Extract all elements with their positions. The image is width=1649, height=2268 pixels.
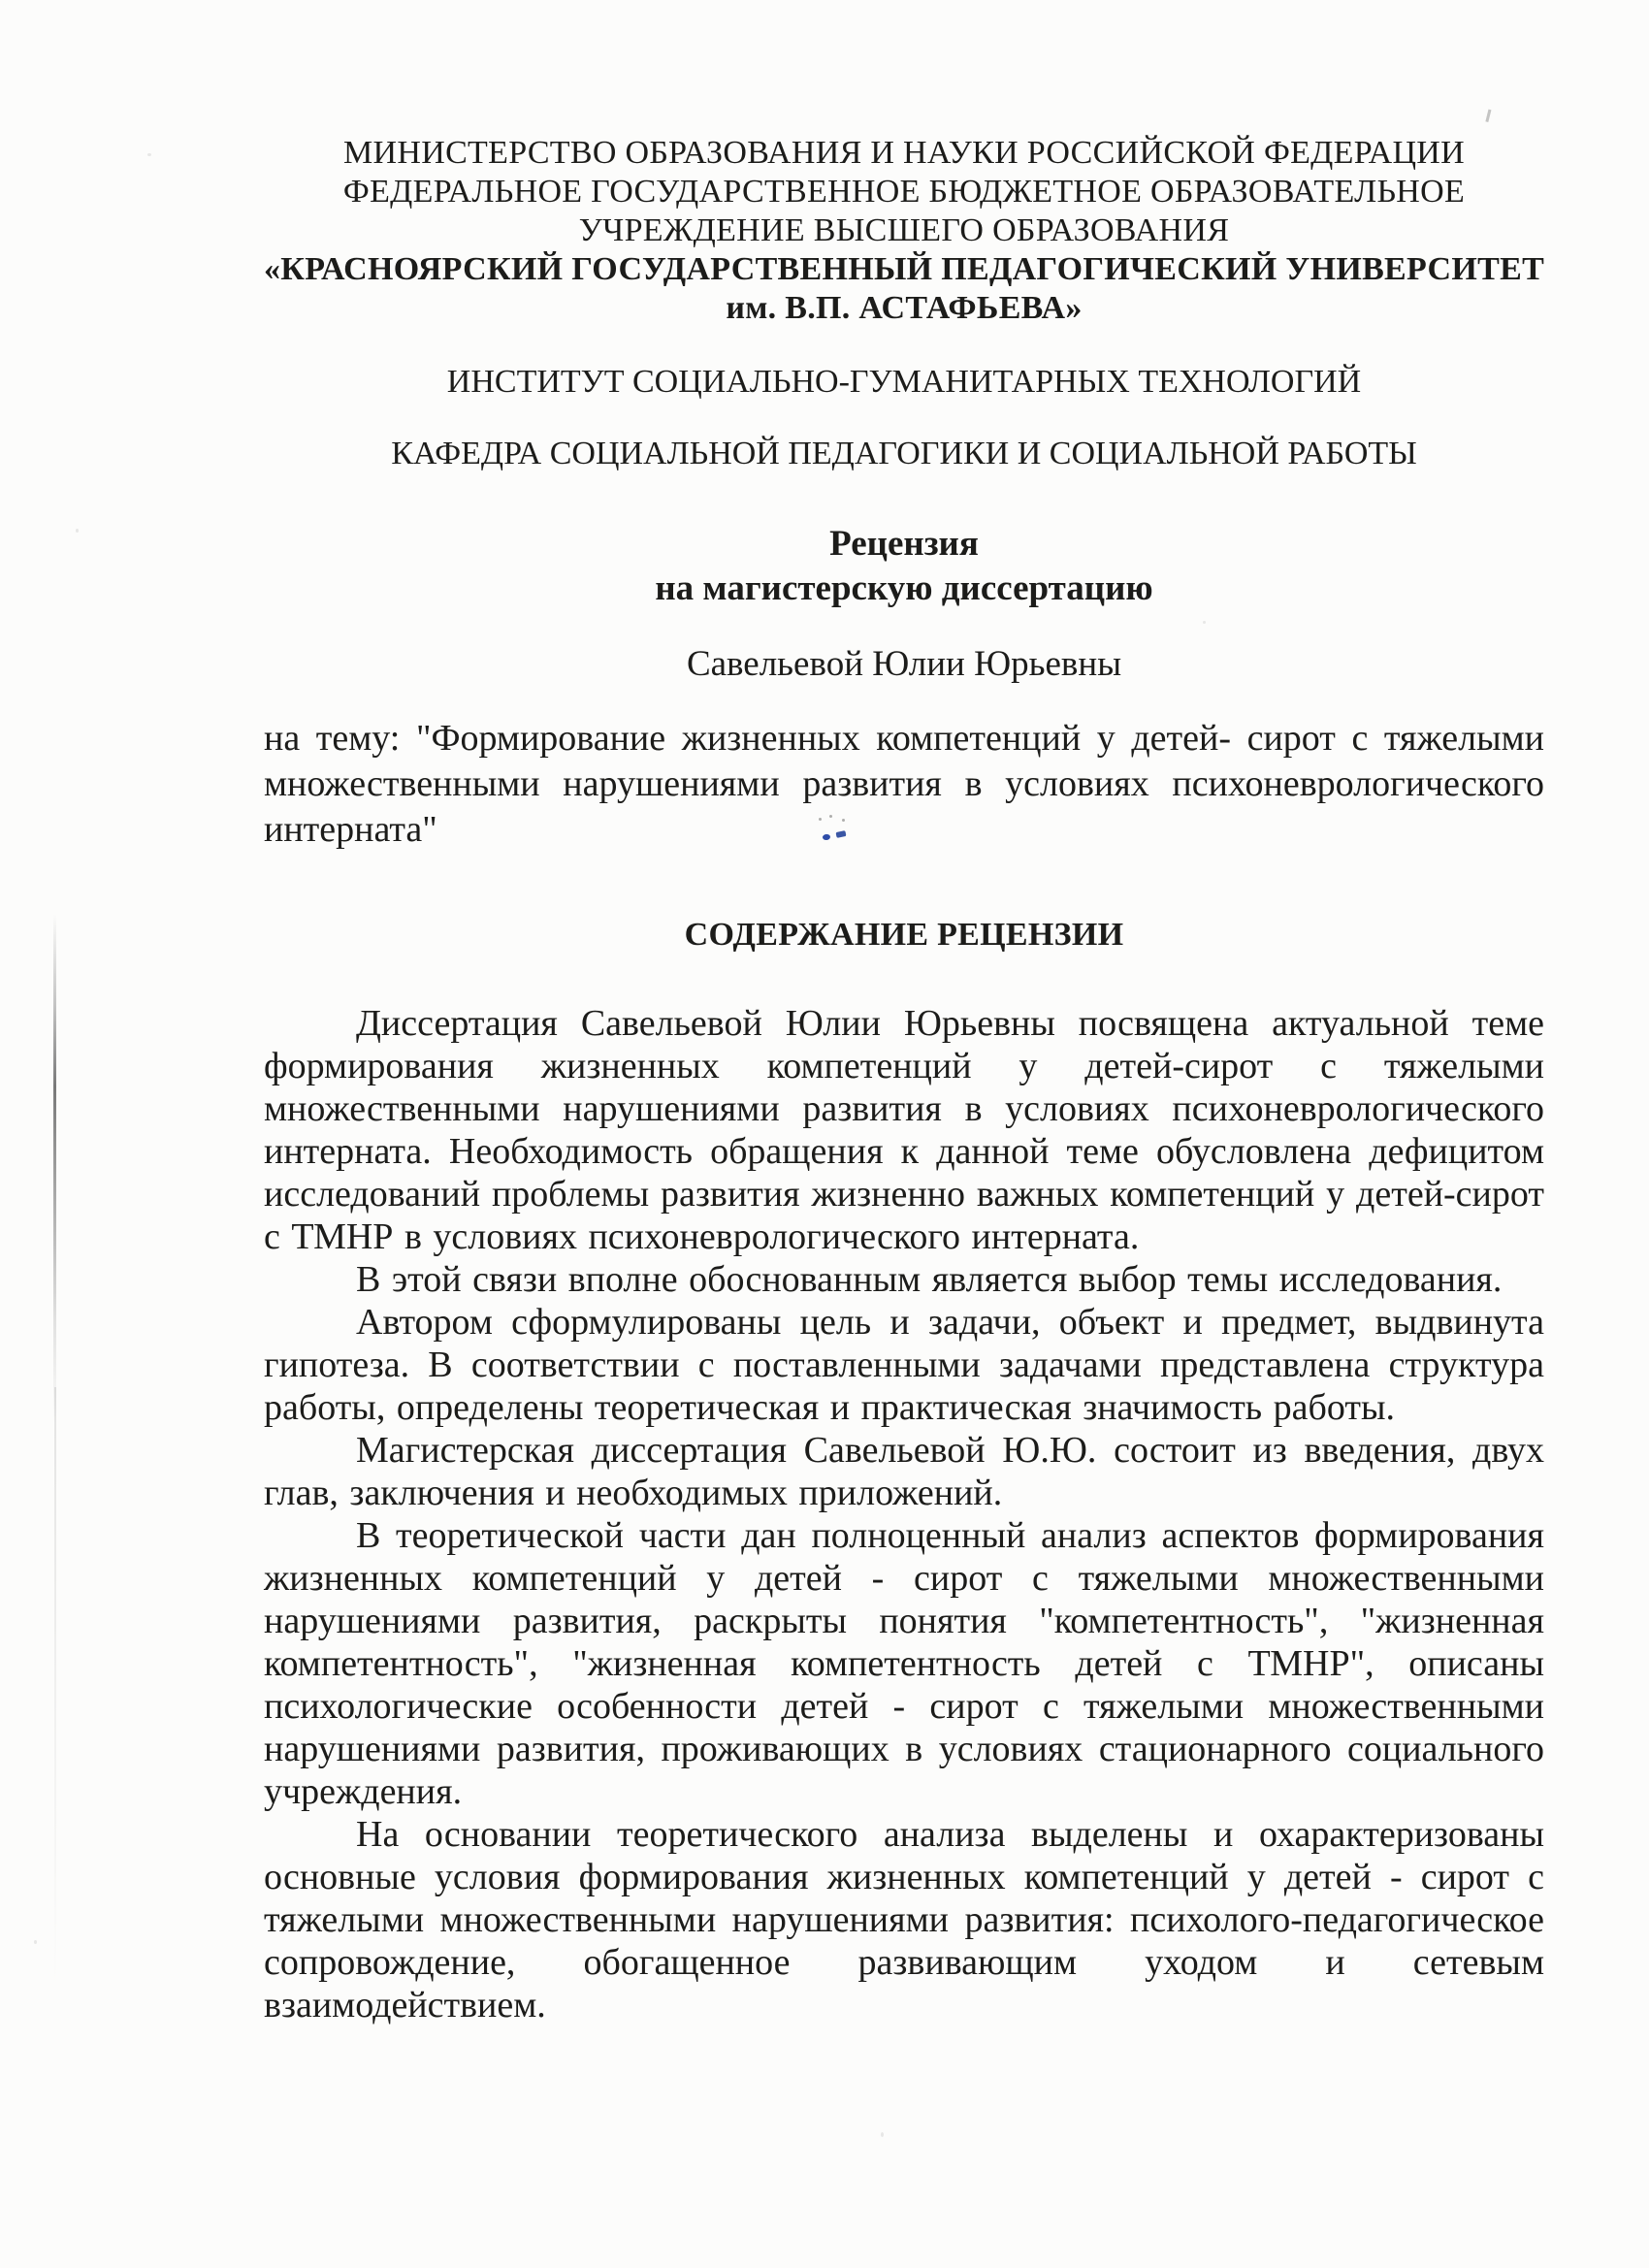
paper-speck [34, 1940, 37, 1944]
organization-header [264, 0, 1544, 328]
document-content [264, 0, 1544, 2026]
scan-artifact-vertical-line-faint [54, 1387, 56, 1989]
body-paragraph: Диссертация Савельевой Юлии Юрьевны посвящена актуальной теме формирования жизненных компетенций у детей-сирот с тяжелыми множественными нарушениями развития в условиях психоневрологического интерната. Необходимость обращения к данной теме обусловлена дефицитом исследований проблемы развития жизненно важных компетенций у детей-сирот с ТМНР в условиях психоневрологического интерната. [264, 1003, 1544, 1257]
thesis-topic: на тему: "Формирование жизненных компетенций у детей- сирот с тяжелыми множественными нарушениями развития в условиях психоневрологического интерната" [264, 718, 1544, 850]
body-paragraph: Магистерская диссертация Савельевой Ю.Ю. состоит из введения, двух глав, заключения и необходимых приложений. [264, 1430, 1544, 1513]
federal-institution-line: ФЕДЕРАЛЬНОЕ ГОСУДАРСТВЕННОЕ БЮДЖЕТНОЕ ОБРАЗОВАТЕЛЬНОЕ [342, 174, 1466, 210]
body-paragraph: Автором сформулированы цель и задачи, объект и предмет, выдвинута гипотеза. В соответствии с поставленными задачами представлена структура работы, определены теоретическая и практическая значимость работы. [264, 1302, 1544, 1428]
university-name-line-2: им. В.П. АСТАФЬЕВА» [726, 290, 1083, 326]
body-paragraph: В этой связи вполне обоснованным является выбор темы исследования. [356, 1259, 1503, 1300]
ministry-line: МИНИСТЕРСТВО ОБРАЗОВАНИЯ И НАУКИ РОССИЙСКОЙ ФЕДЕРАЦИИ [342, 135, 1466, 171]
author-name: Савельевой Юлии Юрьевны [686, 644, 1122, 684]
title-line-1: Рецензия [829, 524, 979, 564]
institute-line: ИНСТИТУТ СОЦИАЛЬНО-ГУМАНИТАРНЫХ ТЕХНОЛОГИЙ [446, 364, 1362, 400]
paper-speck [881, 2132, 884, 2137]
institution-type-line: УЧРЕЖДЕНИЕ ВЫСШЕГО ОБРАЗОВАНИЯ [578, 212, 1230, 248]
department-line: КАФЕДРА СОЦИАЛЬНОЙ ПЕДАГОГИКИ И СОЦИАЛЬНОЙ РАБОТЫ [391, 436, 1417, 471]
paper-speck [147, 153, 151, 156]
body-paragraph: На основании теоретического анализа выделены и охарактеризованы основные условия формирования жизненных компетенций у детей - сирот с тяжелыми множественными нарушениями развития: психолого-педагогическое сопровождение, обогащенное развивающим уходом и сетевым взаимодействием. [264, 1814, 1544, 2025]
paper-speck [76, 529, 79, 533]
title-line-2: на магистерскую диссертацию [655, 568, 1153, 608]
scan-artifact-vertical-line [53, 914, 56, 1423]
university-name-line: «КРАСНОЯРСКИЙ ГОСУДАРСТВЕННЫЙ ПЕДАГОГИЧЕСКИЙ УНИВЕРСИТЕТ [264, 251, 1545, 287]
body-paragraph: В теоретической части дан полноценный анализ аспектов формирования жизненных компетенций у детей - сирот с тяжелыми множественными нарушениями развития, раскрыты понятия "компетентность", "жизненная компетентность", "жизненная компетентность детей с ТМНР", описаны психологические особенности детей - сирот с тяжелыми множественными нарушениями развития, проживающих в условиях стационарного социального учреждения. [264, 1515, 1544, 1812]
section-heading: СОДЕРЖАНИЕ РЕЦЕНЗИИ [684, 917, 1124, 953]
document-title [264, 522, 1544, 611]
review-body [264, 1002, 1544, 2026]
